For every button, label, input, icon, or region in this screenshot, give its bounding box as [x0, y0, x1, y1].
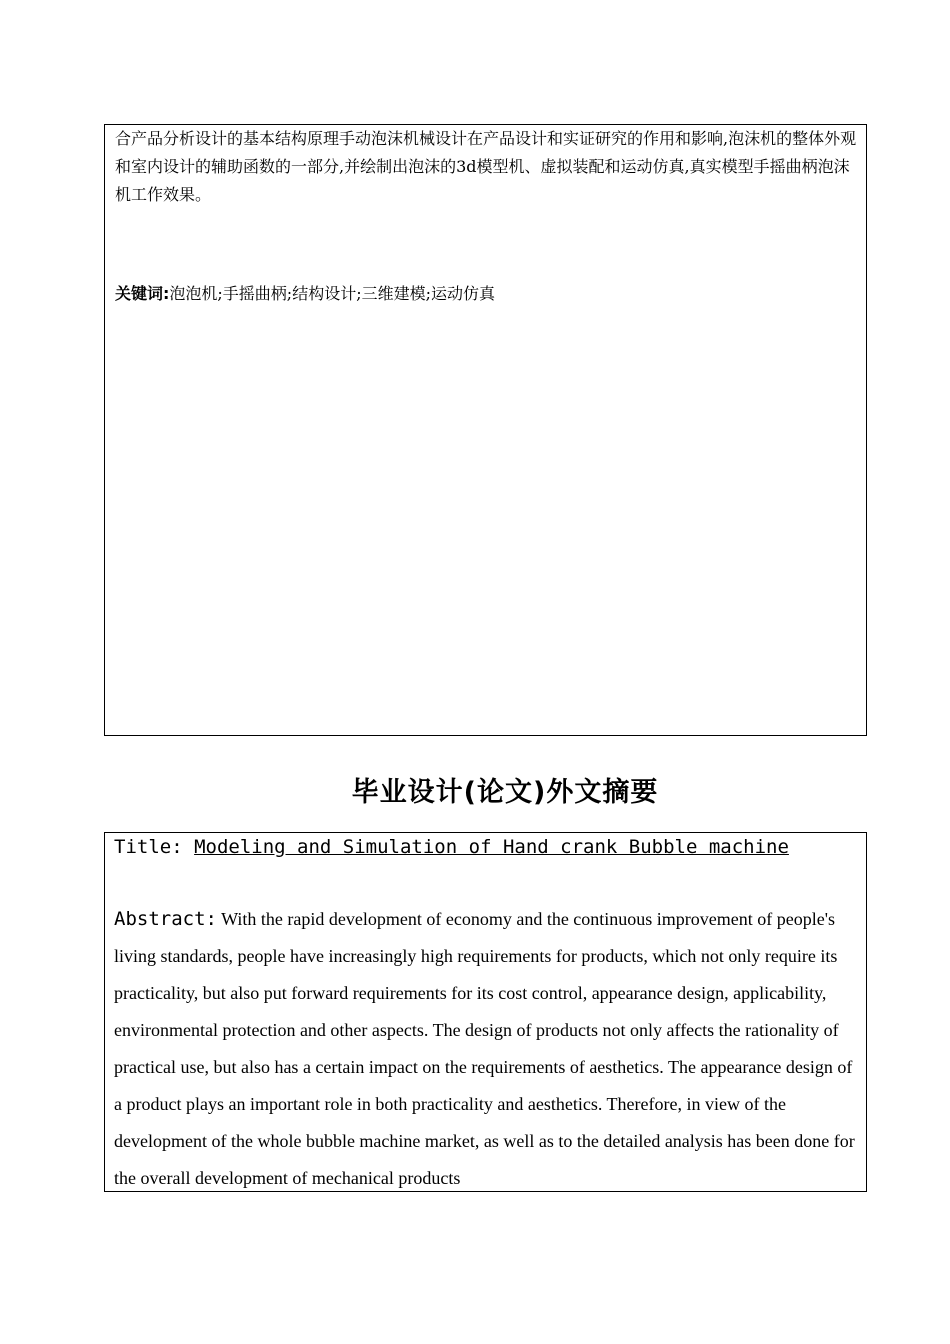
page-title: 毕业设计(论文)外文摘要 [351, 777, 659, 808]
title-label: Title: [114, 836, 183, 858]
chinese-abstract-box [104, 124, 867, 736]
english-abstract-box [104, 832, 867, 1192]
abstract-text: With the rapid development of economy and the continuous improvement of people's living standards, people have increasingly high requirements for products, which not only require its practicality, but also put forward requirements for its cost control, appearance design, applicability, environmental protection and other aspects. The design of products not only affects the rationality of practical use, but also has a certain impact on the requirements of aesthetics. The appearance design of a product plays an important role in both practicality and aesthetics. Therefore, in view of the development of the whole bubble machine market, as well as to the detailed analysis has been done for the overall development of mechanical products [114, 909, 855, 1188]
keywords-value: 泡泡机;手摇曲柄;结构设计;三维建模;运动仿真 [169, 284, 495, 303]
english-abstract-paragraph [114, 901, 856, 1192]
title-value: Modeling and Simulation of Hand crank Bubble machine [194, 836, 789, 858]
chinese-abstract-paragraph: 合产品分析设计的基本结构原理手动泡沫机械设计在产品设计和实证研究的作用和影响,泡沫机的整体外观和室内设计的辅助函数的一部分,并绘制出泡沫的3d模型机、虚拟装配和运动仿真,真实模型手摇曲柄泡沫机工作效果。 [115, 129, 857, 204]
english-title-line [114, 834, 789, 860]
chinese-keywords [115, 280, 495, 308]
keywords-label: 关键词: [115, 284, 170, 303]
abstract-label: Abstract: [114, 908, 217, 930]
